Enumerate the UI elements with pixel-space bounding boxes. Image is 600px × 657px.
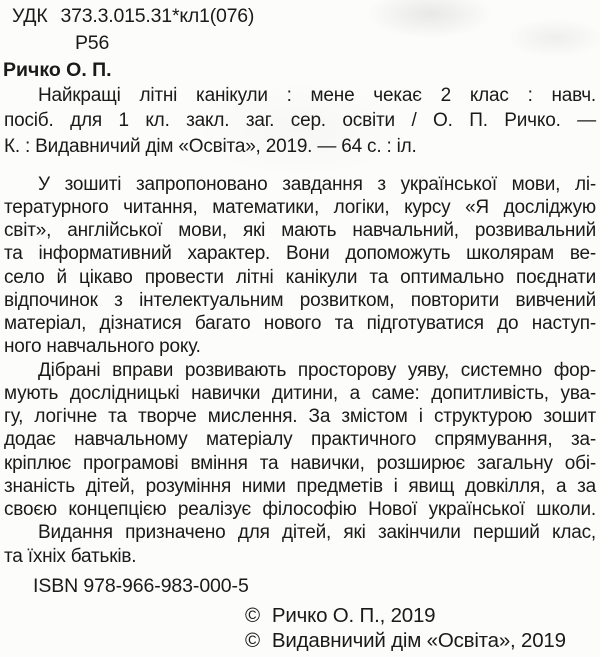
annotation-line: кріплює програмові вміння та навички, розширює загальну обі- [4,452,596,474]
annotation-line: додає навчальному матеріалу практичного спрямування, за- [4,429,596,451]
annotation-line: матеріал, дізнатися багато нового та підготуватися до наступ- [4,313,596,334]
annotation-paragraph [4,521,596,568]
copyright-block [245,603,596,653]
udk-line [0,3,596,30]
copyright-symbol: © [245,603,260,627]
annotation-paragraph [4,173,596,359]
author-sign: Р56 [75,32,110,54]
annotation [4,173,596,568]
bibliography-line: К. : Видавничий дім «Освіта», 2019. — 64 с. : іл. [4,135,417,157]
annotation-line: своєю концепцією реалізує філософію Нової української школи. [4,499,596,520]
author-sign-line [0,30,596,57]
annotation-line: та їхніх батьків. [4,545,137,567]
annotation-line: світ», англійської мови, які мають навчальний, розвивальний [4,220,596,241]
annotation-line: мують дослідницькі навички дитини, а саме: допитливість, ува- [4,382,596,404]
copyright-line [245,628,596,653]
annotation-line: та інформативний характер. Вони допоможуть школярам ве- [4,243,596,265]
annotation-line: знаність дітей, розуміння ними предметів і явищ довкілля, а за [4,475,596,497]
annotation-line: Видання призначено для дітей, які закінчили перший клас, [38,522,596,544]
author-heading: Ричко О. П. [3,59,112,81]
bibliography-line: посіб. для 1 кл. закл. заг. сер. освіти / О. П. Ричко. — [4,110,596,132]
annotation-line: тературного читання, математики, логіки, курсу «Я досліджую [4,196,596,218]
bibliographic-record [4,83,596,159]
annotation-paragraph [4,359,596,522]
copyright-symbol: © [245,628,260,652]
udk-label: УДК [12,5,48,27]
udk-number: 373.3.015.31*кл1(076) [60,5,255,27]
annotation-line: село й цікаво провести літні канікули та оптимально поєднати [4,266,596,288]
copyright-line [245,603,596,628]
copyright-text: Ричко О. П., 2019 [271,603,436,627]
bibliography-line: Найкращі літні канікули : мене чекає 2 клас : навч. [38,85,596,106]
isbn-line: ISBN 978-966-983-000-5 [33,575,249,597]
copyright-text: Видавничий дім «Освіта», 2019 [271,628,566,652]
annotation-line: У зошиті запропоновано завдання з української мови, лі- [38,173,596,195]
udk-block [0,3,596,84]
annotation-line: гу, логічне та творче мислення. За змістом і структурою зошит [4,406,596,427]
annotation-line: відпочинок з інтелектуальним розвитком, повторити вивчений [4,289,596,311]
annotation-line: Дібрані вправи розвивають просторову уяву, системно фор- [38,359,596,381]
annotation-line: ного навчального року. [4,336,201,358]
